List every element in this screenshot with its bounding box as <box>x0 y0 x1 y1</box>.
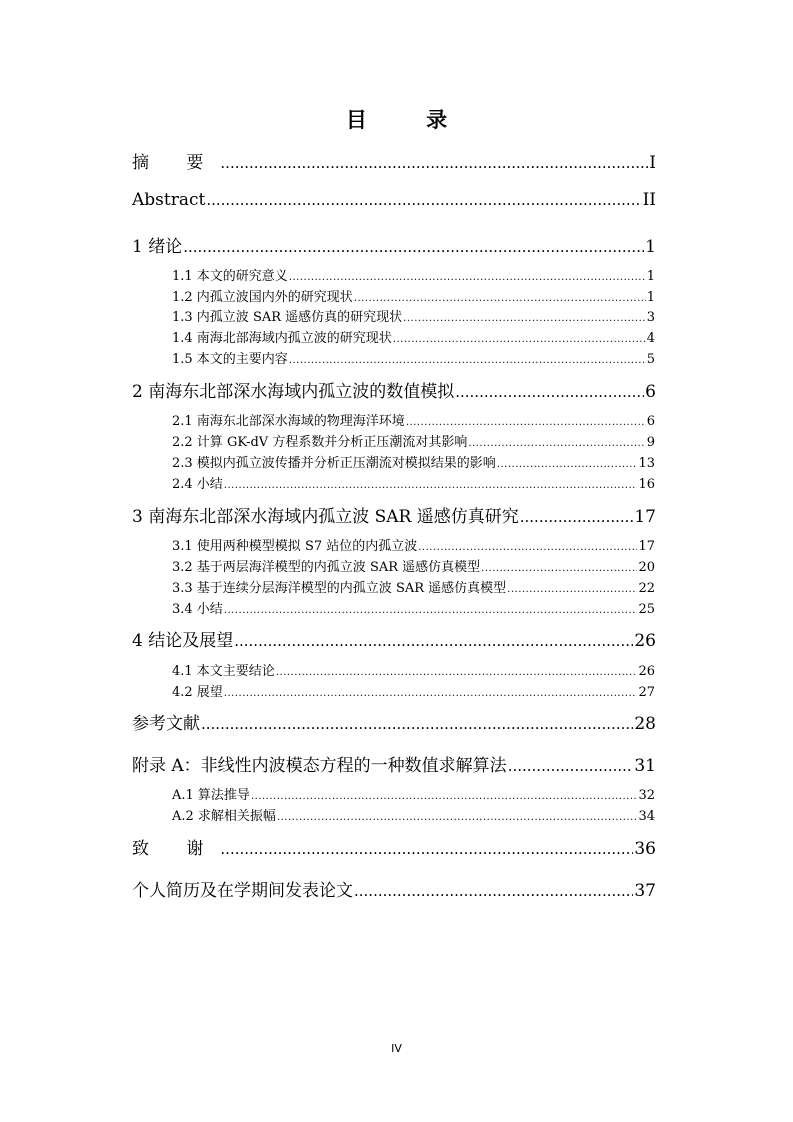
toc-entry-chapter-4[interactable] <box>132 626 656 651</box>
dot-leader <box>520 507 634 527</box>
toc-entry-label: 4.1 本文主要结论 <box>172 664 275 679</box>
dot-leader <box>183 237 644 257</box>
toc-entry-label: A.2 求解相关振幅 <box>172 809 276 824</box>
toc-entry-page: 31 <box>634 756 656 776</box>
toc-entry-resume[interactable] <box>132 876 656 901</box>
toc-entry-label: 1.2 内孤立波国内外的研究现状 <box>172 290 353 305</box>
toc-entry-label: 4 结论及展望 <box>132 631 234 651</box>
toc-entry-page: 6 <box>645 382 656 402</box>
toc-entry-label: 3 南海东北部深水海域内孤立波 SAR 遥感仿真研究 <box>132 507 519 527</box>
toc-entry-chapter-3[interactable] <box>132 502 656 527</box>
toc-entry-page: 3 <box>646 310 655 325</box>
toc-entry-page: 26 <box>638 664 655 679</box>
toc-entry-page: 5 <box>646 352 655 367</box>
toc-entry-label: 3.3 基于连续分层海洋模型的内孤立波 SAR 遥感仿真模型 <box>172 581 507 596</box>
toc-entry-label: 1.5 本文的主要内容 <box>172 352 288 367</box>
toc-entry-page: 26 <box>634 631 656 651</box>
dot-leader <box>206 190 641 210</box>
toc-entry-page: 13 <box>638 456 655 471</box>
toc-entry-section-3-3[interactable] <box>172 577 655 596</box>
toc-entry-page: I <box>649 153 656 173</box>
toc-entry-section-3-1[interactable] <box>172 535 655 554</box>
toc-entry-label: 2.4 小结 <box>172 477 223 492</box>
toc-entry-page: 25 <box>638 602 655 617</box>
toc-entry-section-3-2[interactable] <box>172 556 655 575</box>
toc-entry-references[interactable] <box>132 709 656 734</box>
toc-entry-section-1-4[interactable] <box>172 327 655 346</box>
toc-entry-label: 摘 要 <box>132 153 220 173</box>
toc-entry-label: 2.3 模拟内孤立波传播并分析正压潮流对模拟结果的影响 <box>172 456 496 471</box>
dot-leader <box>393 331 646 346</box>
toc-entry-page: 16 <box>638 477 655 492</box>
dot-leader <box>418 539 637 554</box>
toc-entry-section-2-3[interactable] <box>172 452 655 471</box>
toc-entry-chapter-1[interactable] <box>132 232 656 257</box>
toc-entry-section-4-1[interactable] <box>172 660 655 679</box>
dot-leader <box>220 153 648 173</box>
toc-entry-label: 2 南海东北部深水海域内孤立波的数值模拟 <box>132 382 455 402</box>
toc-entry-abstract-cn[interactable] <box>132 148 656 173</box>
toc-entry-label: 1.4 南海北部海域内孤立波的研究现状 <box>172 331 392 346</box>
toc-entry-label: 1.1 本文的研究意义 <box>172 269 288 284</box>
dot-leader <box>507 581 637 596</box>
toc-entry-page: 9 <box>646 435 655 450</box>
toc-entry-section-a-1[interactable] <box>172 784 655 803</box>
toc-entry-page: 32 <box>638 788 655 803</box>
toc-entry-label: 2.1 南海东北部深水海域的物理海洋环境 <box>172 414 405 429</box>
toc-entry-page: 20 <box>638 560 655 575</box>
toc-entry-label: Abstract <box>132 190 206 210</box>
toc-entry-abstract-en[interactable] <box>132 190 656 210</box>
toc-entry-label: 4.2 展望 <box>172 685 223 700</box>
dot-leader <box>276 664 638 679</box>
toc-entry-page: 17 <box>638 539 655 554</box>
toc-entry-page: 37 <box>634 881 656 901</box>
dot-leader <box>224 685 638 700</box>
dot-leader <box>481 560 637 575</box>
toc-entry-page: 1 <box>645 237 656 257</box>
toc-entry-section-1-2[interactable] <box>172 286 655 305</box>
dot-leader <box>354 881 633 901</box>
toc-entry-label: 参考文献 <box>132 714 200 734</box>
toc-title: 目 录 <box>345 107 474 132</box>
dot-leader <box>251 788 638 803</box>
toc-entry-page: 36 <box>634 839 656 859</box>
dot-leader <box>201 714 633 734</box>
toc-entry-page: 34 <box>638 809 655 824</box>
toc-entry-label: 3.2 基于两层海洋模型的内孤立波 SAR 遥感仿真模型 <box>172 560 481 575</box>
toc-entry-section-3-4[interactable] <box>172 598 655 617</box>
toc-entry-label: 2.2 计算 GK-dV 方程系数并分析正压潮流对其影响 <box>172 435 468 450</box>
toc-entry-label: 3.4 小结 <box>172 602 223 617</box>
dot-leader <box>468 435 645 450</box>
toc-entry-page: 28 <box>634 714 656 734</box>
toc-entry-page: 17 <box>634 507 656 527</box>
dot-leader <box>497 456 638 471</box>
dot-leader <box>354 290 646 305</box>
toc-entry-appendix-a[interactable] <box>132 751 656 776</box>
toc-entry-page: 22 <box>638 581 655 596</box>
dot-leader <box>455 382 644 402</box>
toc-entry-label: 1.3 内孤立波 SAR 遥感仿真的研究现状 <box>172 310 403 325</box>
dot-leader <box>403 310 646 325</box>
toc-entry-label: 个人简历及在学期间发表论文 <box>132 881 353 901</box>
dot-leader <box>289 269 646 284</box>
toc-entry-page: 6 <box>646 414 655 429</box>
toc-entry-section-2-1[interactable] <box>172 410 655 429</box>
toc-entry-page: 4 <box>646 331 655 346</box>
toc-entry-page: 1 <box>646 269 655 284</box>
dot-leader <box>277 809 638 824</box>
dot-leader <box>406 414 646 429</box>
toc-entry-chapter-2[interactable] <box>132 377 656 402</box>
dot-leader <box>220 839 633 859</box>
dot-leader <box>508 756 634 776</box>
dot-leader <box>234 631 633 651</box>
toc-entry-section-4-2[interactable] <box>172 681 655 700</box>
page-number: IV <box>391 1042 402 1055</box>
toc-entry-section-2-4[interactable] <box>172 473 655 492</box>
toc-entry-section-1-1[interactable] <box>172 265 655 284</box>
toc-entry-label: 1 绪论 <box>132 237 183 257</box>
dot-leader <box>289 352 646 367</box>
toc-entry-section-1-5[interactable] <box>172 348 655 367</box>
toc-entry-label: 致 谢 <box>132 839 220 859</box>
toc-entry-section-2-2[interactable] <box>172 431 655 450</box>
toc-entry-acknowledgements[interactable] <box>132 834 656 859</box>
toc-entry-label: 附录 A：非线性内波模态方程的一种数值求解算法 <box>132 756 507 776</box>
toc-entry-page: II <box>642 190 656 210</box>
toc-entry-label: A.1 算法推导 <box>172 788 250 803</box>
toc-entry-page: 1 <box>646 290 655 305</box>
toc-entry-section-a-2[interactable] <box>172 805 655 824</box>
dot-leader <box>224 602 638 617</box>
toc-entry-label: 3.1 使用两种模型模拟 S7 站位的内孤立波 <box>172 539 418 554</box>
toc-entry-page: 27 <box>638 685 655 700</box>
toc-entry-section-1-3[interactable] <box>172 306 655 325</box>
dot-leader <box>224 477 638 492</box>
